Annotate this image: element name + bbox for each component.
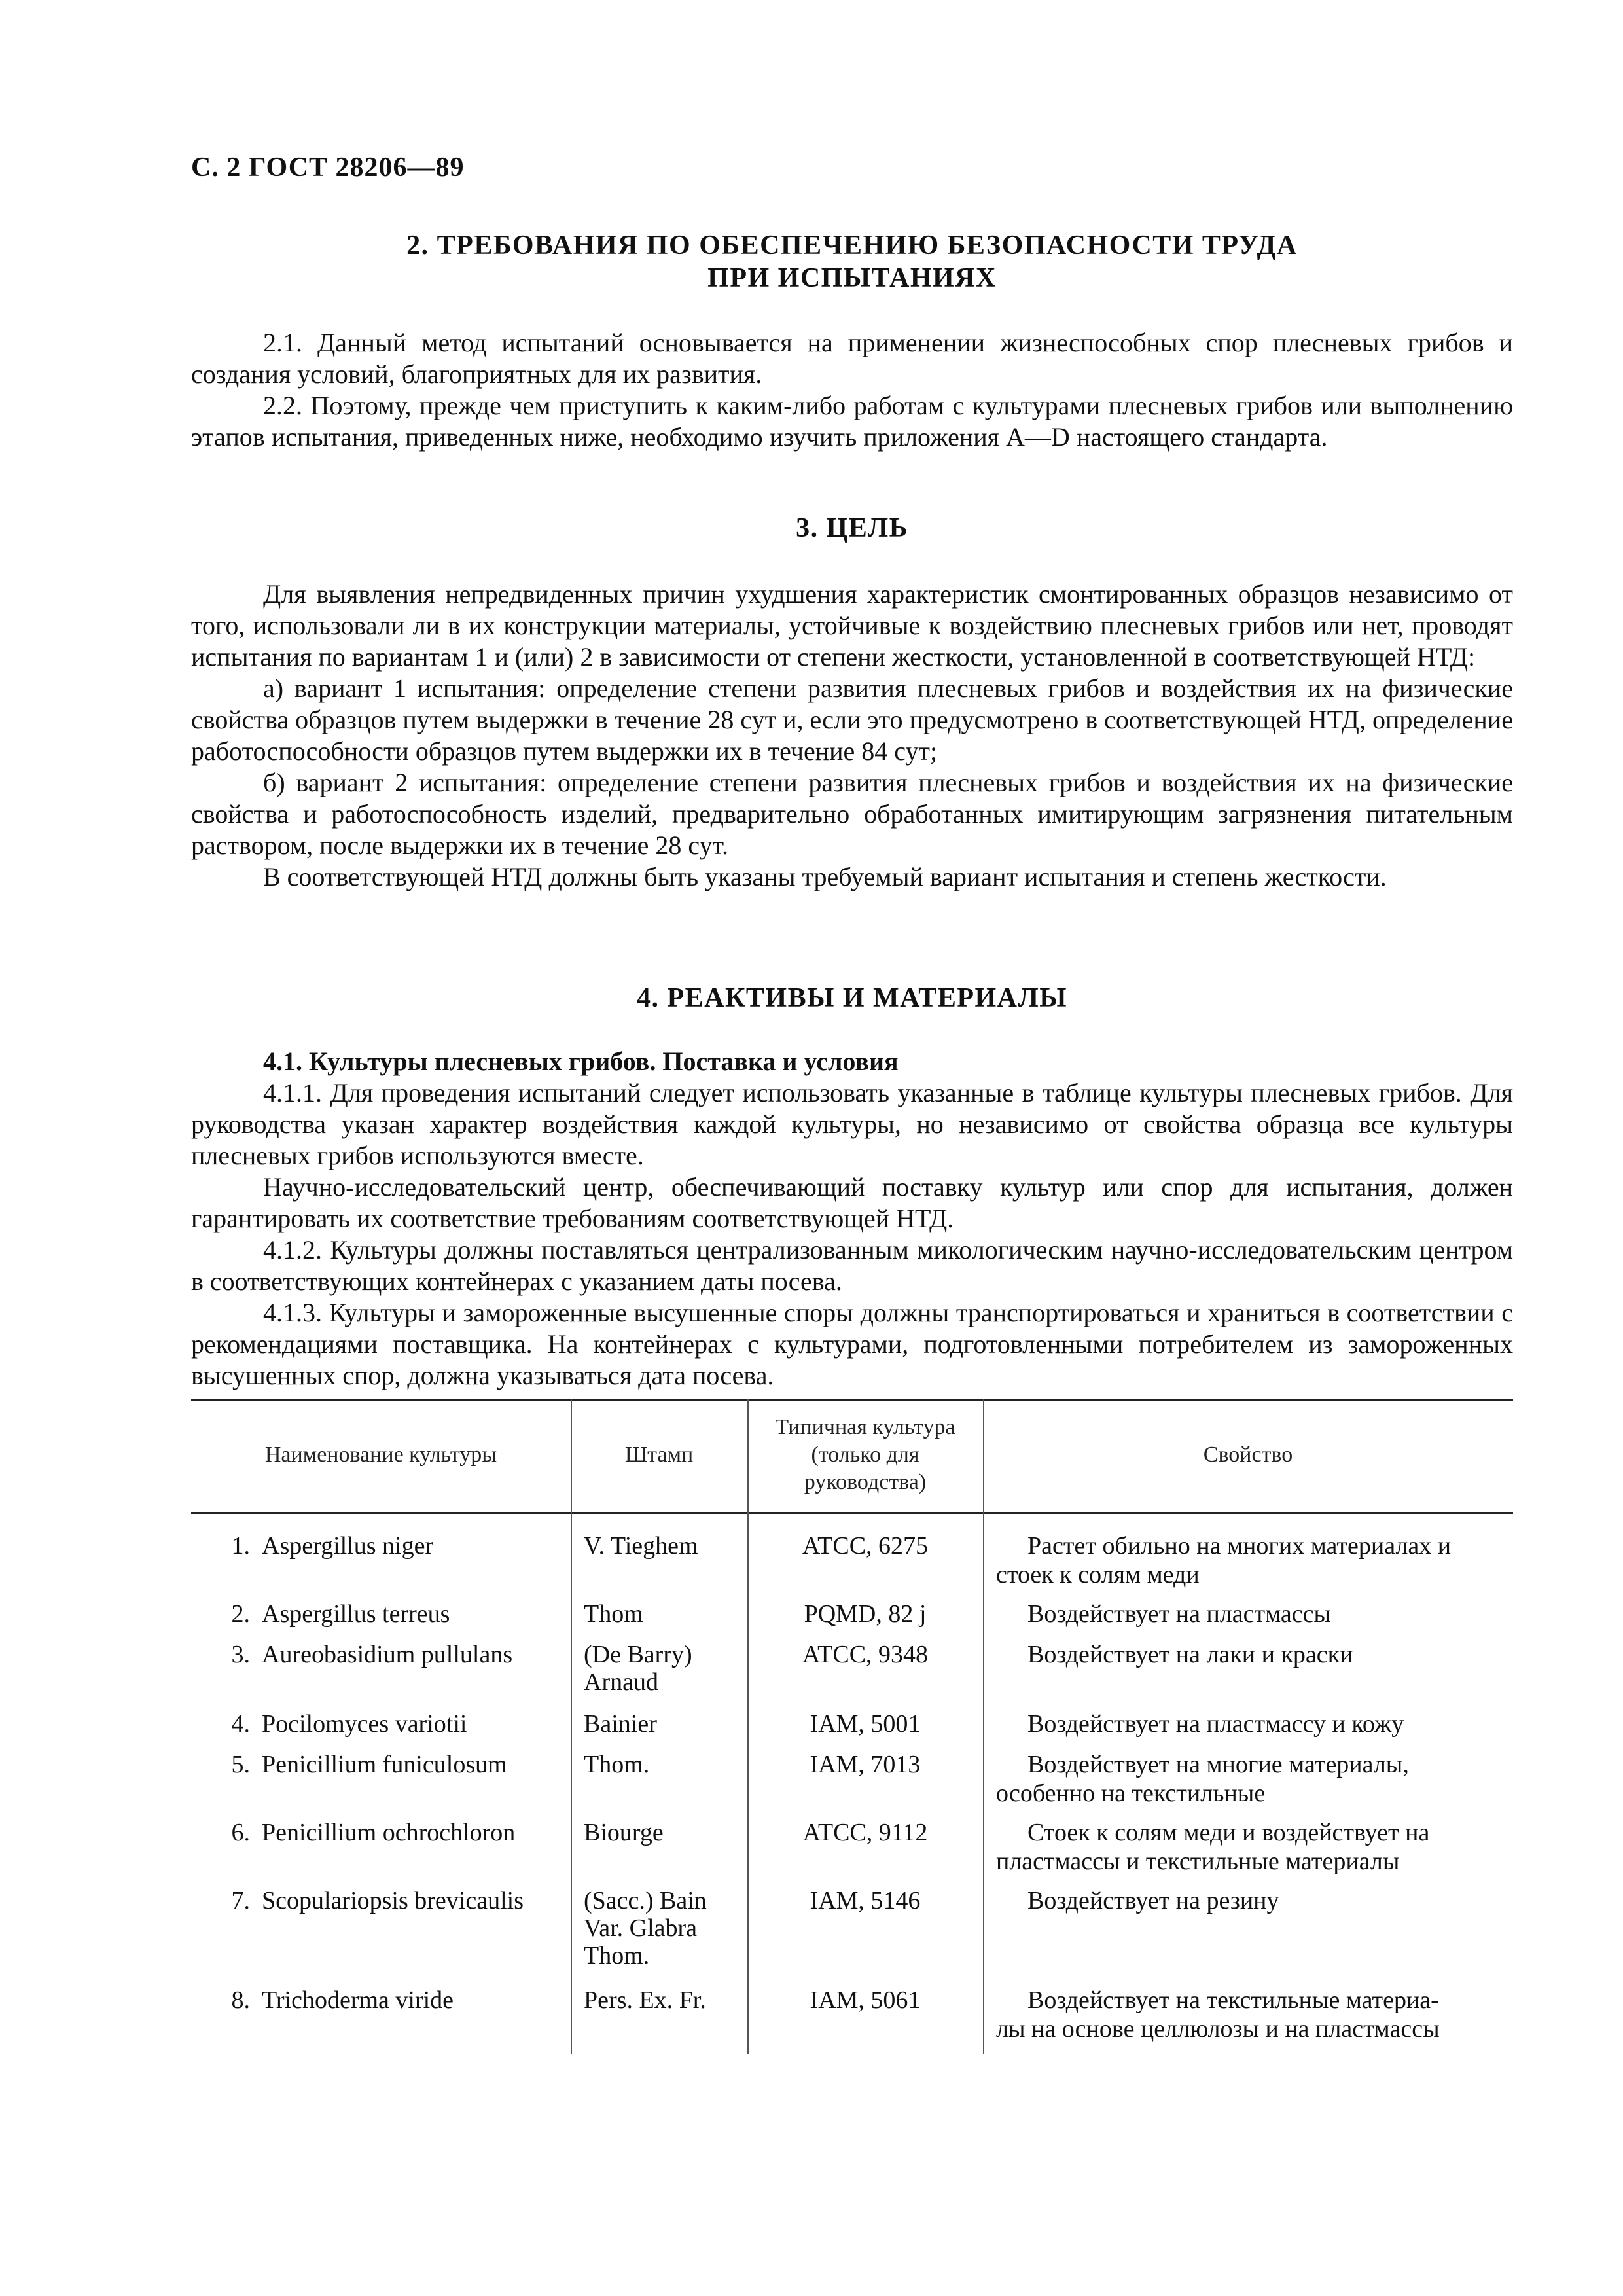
- table-row-typical: ATCC, 6275: [802, 1532, 929, 1560]
- table-row-typical: ATCC, 9348: [802, 1641, 929, 1668]
- table-row-property: особенно на текстильные: [996, 1780, 1266, 1807]
- paragraph-3-variant-b: б) вариант 2 испытания: определение степени развития плесневых грибов и воздействия их на физические свойства и работоспособность изделий, предварительно обработанных имитирующим загрязнения питательным раствором, после выдержки их в течение 28 сут.: [191, 768, 1513, 860]
- subsection-4-1-heading: 4.1. Культуры плесневых грибов. Поставка и условия: [263, 1047, 899, 1076]
- section-4-title: 4. РЕАКТИВЫ И МАТЕРИАЛЫ: [636, 983, 1068, 1013]
- table-row-typical: IAM, 5146: [810, 1887, 921, 1914]
- column-divider: [983, 1399, 984, 2054]
- paragraph-3-intro: Для выявления непредвиденных причин ухудшения характеристик смонтированных образцов независимо от того, использовали ли в их конструкции материалы, устойчивые к воздействию плесневых грибов или нет, проводят испытания по вариантам 1 и (или) 2 в зависимости от степени жесткости, установленной в соответствующей НТД:: [191, 579, 1513, 672]
- paragraph-4-1-2: 4.1.2. Культуры должны поставляться централизованным микологическим научно-исследовательским центром в соответствующих контейнерах с указанием даты посева.: [191, 1235, 1513, 1296]
- header-typical-line1: Типичная культура: [775, 1415, 955, 1439]
- table-row-typical: IAM, 5001: [810, 1710, 921, 1738]
- paragraph-4-1-3: 4.1.3. Культуры и замороженные высушенные споры должны транспортироваться и храниться в соответствии с рекомендациями поставщика. На контейнерах с культурами, подготовленными потребителем из замороженных высушенных спор, должна указываться дата посева.: [191, 1298, 1513, 1390]
- table-row-property: Воздействует на многие материалы,: [1027, 1751, 1409, 1778]
- table-row-name: 8. Trichoderma viride: [231, 1986, 454, 2014]
- paragraph-4-1-1-center: Научно-исследовательский центр, обеспечивающий поставку культур или спор для испытания, должен гарантировать их соответствие требованиям соответствующей НТД.: [191, 1172, 1513, 1233]
- table-row-name: 4. Pocilomyces variotii: [231, 1710, 467, 1738]
- header-name: Наименование культуры: [264, 1443, 497, 1467]
- table-row-name: 6. Penicillium ochrochloron: [231, 1819, 516, 1846]
- paragraph-3-variant-a: а) вариант 1 испытания: определение степени развития плесневых грибов и воздействия их на физические свойства образцов путем выдержки в течение 28 сут и, если это предусмотрено в соответствующей НТД, определение работоспособности образцов путем выдержки их в течение 84 сут;: [191, 673, 1513, 766]
- table-row-property: Воздействует на пластмассы: [1027, 1600, 1331, 1628]
- table-row-property: Растет обильно на многих материалах и: [1027, 1532, 1452, 1560]
- table-row-stamp: Pers. Ex. Fr.: [584, 1986, 706, 2014]
- table-header-rule: [191, 1512, 1513, 1514]
- section-2-title-line1: 2. ТРЕБОВАНИЯ ПО ОБЕСПЕЧЕНИЮ БЕЗОПАСНОСТИ ТРУДА: [406, 230, 1298, 260]
- table-row-stamp: (De Barry): [584, 1641, 692, 1668]
- table-row-name: 5. Penicillium funiculosum: [231, 1751, 507, 1778]
- page-header: С. 2 ГОСТ 28206—89: [191, 152, 465, 183]
- column-divider: [571, 1399, 572, 2054]
- table-row-typical: ATCC, 9112: [802, 1819, 928, 1846]
- table-row-property: стоек к солям меди: [996, 1561, 1200, 1588]
- table-row-property: пластмассы и текстильные материалы: [996, 1848, 1400, 1875]
- section-2-title-line2: ПРИ ИСПЫТАНИЯХ: [707, 263, 997, 293]
- paragraph-3-requirement: В соответствующей НТД должны быть указаны требуемый вариант испытания и степень жесткости.: [263, 862, 1387, 891]
- table-row-name: 7. Scopulariopsis brevicaulis: [231, 1887, 524, 1914]
- table-row-stamp: Thom: [584, 1600, 643, 1628]
- table-row-property: лы на основе целлюлозы и на пластмассы: [996, 2015, 1440, 2043]
- section-3-body: [191, 579, 1513, 893]
- table-row-stamp: (Sacc.) Bain: [584, 1887, 707, 1914]
- table-row-property: Воздействует на лаки и краски: [1027, 1641, 1353, 1668]
- table-row-stamp: V. Tieghem: [584, 1532, 698, 1560]
- table-row-typical: PQMD, 82 j: [804, 1600, 927, 1628]
- table-row-stamp: Biourge: [584, 1819, 664, 1846]
- paragraph-2-2: 2.2. Поэтому, прежде чем приступить к каким-либо работам с культурами плесневых грибов или выполнению этапов испытания, приведенных ниже, необходимо изучить приложения A—D настоящего стандарта.: [191, 391, 1513, 452]
- table-row-property: Воздействует на текстильные материа-: [1027, 1986, 1439, 2014]
- table-row-stamp: Thom.: [584, 1942, 650, 1969]
- table-row-property: Воздействует на резину: [1027, 1887, 1279, 1914]
- table-row-property: Стоек к солям меди и воздействует на: [1027, 1819, 1430, 1846]
- table-row-stamp: Bainier: [584, 1710, 657, 1738]
- table-row-stamp: Var. Glabra: [584, 1914, 698, 1942]
- table-row-stamp: Arnaud: [584, 1668, 658, 1696]
- table-row-name: 2. Aspergillus terreus: [231, 1600, 450, 1628]
- section-3-title: 3. ЦЕЛЬ: [796, 513, 908, 543]
- header-stamp: Штамп: [624, 1443, 694, 1467]
- section-4-body: [191, 1046, 1513, 1391]
- table-row-name: 1. Aspergillus niger: [231, 1532, 434, 1560]
- table-top-rule: [191, 1399, 1513, 1401]
- table-row-typical: IAM, 7013: [810, 1751, 921, 1778]
- section-2-body: [191, 327, 1513, 453]
- table-row-stamp: Thom.: [584, 1751, 650, 1778]
- header-typical-line3: руководства): [804, 1470, 927, 1494]
- paragraph-2-1: 2.1. Данный метод испытаний основывается на применении жизнеспособных спор плесневых грибов и создания условий, благоприятных для их развития.: [191, 328, 1513, 389]
- header-typical-line2: (только для: [811, 1443, 919, 1467]
- table-row-name: 3. Aureobasidium pullulans: [231, 1641, 513, 1668]
- table-row-typical: IAM, 5061: [810, 1986, 921, 2014]
- table-row-property: Воздействует на пластмассу и кожу: [1027, 1710, 1404, 1738]
- paragraph-4-1-1: 4.1.1. Для проведения испытаний следует использовать указанные в таблице культуры плесневых грибов. Для руководства указан характер воздействия каждой культуры, но независимо от свойства образца все культуры плесневых грибов используются вместе.: [191, 1078, 1513, 1170]
- header-property: Свойство: [1203, 1443, 1293, 1467]
